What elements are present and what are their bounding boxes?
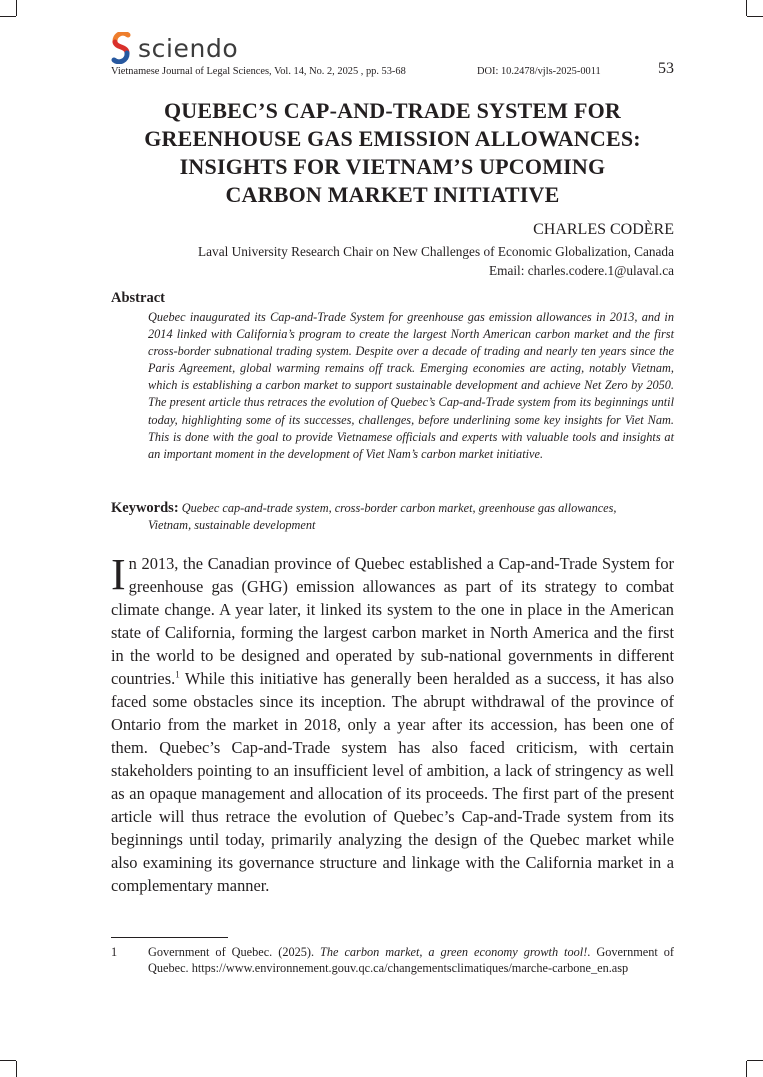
footnote-title: The carbon market, a green economy growth tool! (320, 945, 588, 959)
crop-mark-bottom-left-v (16, 1061, 17, 1077)
title-line: INSIGHTS FOR VIETNAM’S UPCOMING (179, 154, 606, 179)
crop-mark-bottom-right-v (746, 1061, 747, 1077)
keywords-line-2: Vietnam, sustainable development (148, 518, 316, 532)
keywords (111, 500, 674, 534)
keywords-line-1: Quebec cap-and-trade system, cross-border carbon market, greenhouse gas allowances, (181, 501, 617, 515)
article-title (111, 97, 674, 209)
journal-citation: Vietnamese Journal of Legal Sciences, Vol. 14, No. 2, 2025 , pp. 53-68 (111, 66, 406, 77)
page-number: 53 (658, 60, 674, 77)
doi: DOI: 10.2478/vjls-2025-0011 (477, 66, 601, 77)
crop-mark-top-right-h (747, 16, 763, 17)
body-text-part-2: While this initiative has generally been heralded as a success, it has also faced some obstacles since its inception. The abrupt withdrawal of the province of Ontario from the market in 2018, only a year after its accession, has been one of them. Quebec’s Cap-and-Trade system has also faced criticism, with certain stakeholders pointing to an insufficient level of ambition, a lack of stringency as well as an opaque management and allocation of its proceeds. The first part of the present article will thus retrace the evolution of Quebec’s Cap-and-Trade system from its beginnings until today, primarily analyzing the design of the Quebec market while also examining its governance structure and linkage with the California market in a complementary manner. (111, 669, 674, 895)
title-line: QUEBEC’S CAP-AND-TRADE SYSTEM FOR (163, 98, 622, 123)
footnote-number: 1 (111, 945, 118, 959)
drop-cap: I (111, 550, 126, 599)
footnote-rule (111, 937, 228, 938)
body-paragraph (111, 552, 674, 897)
body-text-part-1: n 2013, the Canadian province of Quebec established a Cap-and-Trade System for greenhouse gas (GHG) emission allowances as part of its strategy to combat climate change. A year later, it linked its system to the one in place in the American state of California, forming the largest carbon market in North America and the first in the world to be designed and operated by sub-national governments in different countries. (111, 554, 674, 688)
sciendo-logo-icon (111, 32, 132, 64)
author-email: Email: charles.codere.1@ulaval.ca (488, 263, 674, 278)
crop-mark-bottom-right-h (747, 1060, 763, 1061)
crop-mark-top-right-v (746, 0, 747, 16)
logo-blue-arc (114, 53, 127, 62)
title-line: CARBON MARKET INITIATIVE (225, 182, 560, 207)
running-head (111, 60, 674, 81)
crop-mark-bottom-left-h (0, 1060, 16, 1061)
crop-mark-top-left-v (16, 0, 17, 16)
footnote-ref[interactable]: 1 (175, 669, 180, 680)
abstract-heading: Abstract (111, 290, 165, 306)
title-line: GREENHOUSE GAS EMISSION ALLOWANCES: (144, 126, 641, 151)
logo-wordmark: sciendo (138, 33, 239, 63)
footnote-part-1: Government of Quebec. (2025). (148, 945, 321, 959)
publisher-logo (111, 32, 238, 64)
footnote-text (148, 944, 674, 976)
footnote-part-2[interactable]: . Government of Quebec. https://www.environnement.gouv.qc.ca/changementsclimatiques/marche-carbone_en.asp (148, 945, 675, 975)
abstract-text: Quebec inaugurated its Cap-and-Trade System for greenhouse gas emission allowances in 2013, and in 2014 linked with California’s program to create the largest North American carbon market and the first cross-border subnational trading system. Despite over a decade of trading and nearly ten years since the Paris Agreement, global warming remains off track. Emerging economies are acting, notably Vietnam, which is establishing a carbon market to support sustainable development and achieve Net Zero by 2050. The present article thus retraces the evolution of Quebec’s Cap-and-Trade system from its beginnings until today, highlighting some of its successes, challenges, before underlining some key insights for Viet Nam. This is done with the goal to provide Vietnamese officials and experts with valuable tools and insights at an important moment in the development of Viet Nam’s carbon market initiative. (148, 310, 674, 461)
author-affiliation: Laval University Research Chair on New Challenges of Economic Globalization, Canada (198, 244, 674, 259)
crop-mark-top-left-h (0, 16, 16, 17)
author-name: CHARLES CODÈRE (533, 221, 674, 238)
keywords-label: Keywords: (111, 500, 179, 516)
